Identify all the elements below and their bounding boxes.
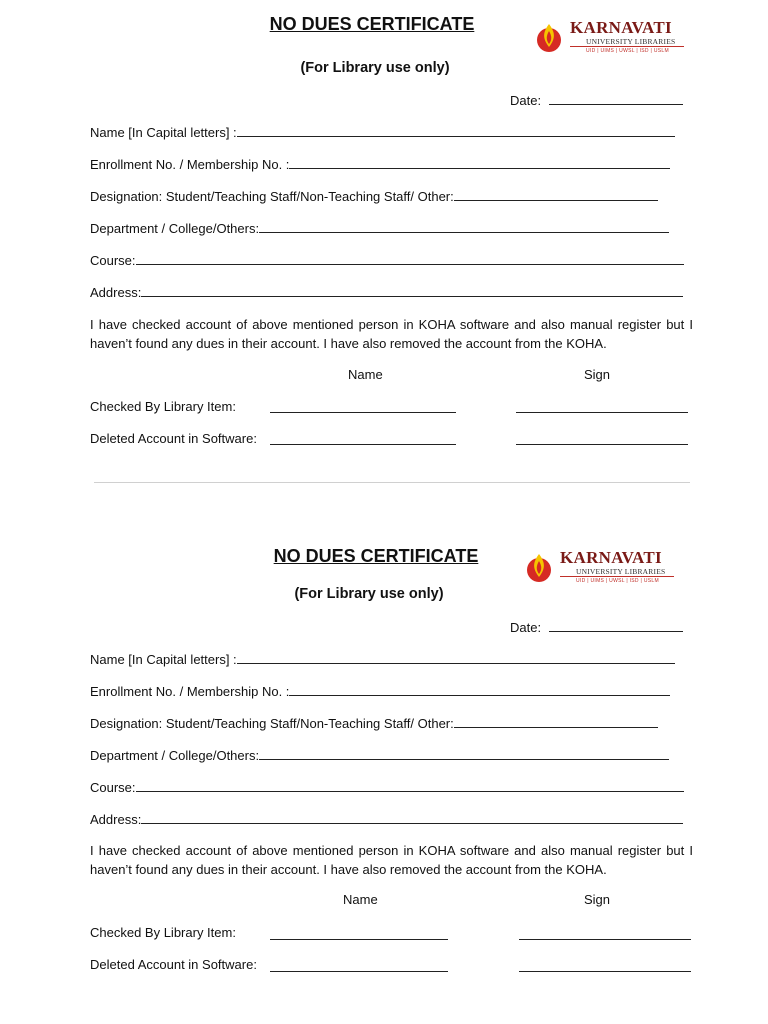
date-field[interactable]: [510, 93, 683, 108]
designation-label: Designation: Student/Teaching Staff/Non-Teaching Staff/ Other:: [90, 189, 454, 204]
address-field[interactable]: [90, 285, 683, 300]
designation-label: Designation: Student/Teaching Staff/Non-Teaching Staff/ Other:: [90, 716, 454, 731]
sign-column-header: Sign: [584, 892, 611, 907]
statement-text: I have checked account of above mentioned person in KOHA software and also manual register but I haven’t found any dues in their account. I have also removed the account from the KOHA.: [90, 843, 693, 877]
checked-by-label: Checked By Library Item:: [90, 925, 236, 940]
statement-text: I have checked account of above mentioned person in KOHA software and also manual register but I haven’t found any dues in their account. I have also removed the account from the KOHA.: [90, 317, 693, 351]
deleted-account-label: Deleted Account in Software:: [90, 431, 257, 446]
name-field[interactable]: [90, 652, 675, 667]
logo-name: KARNAVATI: [570, 18, 672, 37]
karnavati-logo: [524, 548, 684, 588]
designation-field[interactable]: [90, 716, 658, 731]
separator-line: [94, 482, 690, 483]
deleted-account-sign-line[interactable]: [516, 443, 688, 445]
enrollment-line[interactable]: [289, 157, 670, 169]
name-field[interactable]: [90, 125, 675, 140]
flame-logo-icon: [534, 20, 564, 54]
deleted-account-label: Deleted Account in Software:: [90, 957, 257, 972]
checked-by-name-line[interactable]: [270, 938, 448, 940]
date-label: Date:: [510, 620, 542, 635]
department-line[interactable]: [259, 221, 669, 233]
address-line[interactable]: [141, 812, 683, 824]
department-line[interactable]: [259, 748, 669, 760]
date-field[interactable]: [510, 620, 683, 635]
address-line[interactable]: [141, 285, 683, 297]
date-line[interactable]: [549, 93, 683, 105]
department-label: Department / College/Others:: [90, 221, 260, 236]
designation-line[interactable]: [454, 189, 658, 201]
name-line[interactable]: [237, 125, 675, 137]
address-field[interactable]: [90, 812, 683, 827]
logo-rule: [560, 576, 674, 577]
enrollment-label: Enrollment No. / Membership No. :: [90, 684, 290, 699]
name-label: Name [In Capital letters] :: [90, 125, 237, 140]
deleted-account-sign-line[interactable]: [519, 970, 691, 972]
logo-rule: [570, 46, 684, 47]
course-field[interactable]: [90, 253, 684, 268]
name-line[interactable]: [237, 652, 675, 664]
sign-column-header: Sign: [584, 367, 611, 382]
checked-by-name-line[interactable]: [270, 411, 456, 413]
logo-name: KARNAVATI: [560, 548, 662, 567]
checked-by-label: Checked By Library Item:: [90, 399, 236, 414]
address-label: Address:: [90, 285, 142, 300]
enrollment-label: Enrollment No. / Membership No. :: [90, 157, 290, 172]
certificate-subtitle: (For Library use only): [300, 60, 450, 76]
course-line[interactable]: [136, 253, 684, 265]
designation-line[interactable]: [454, 716, 658, 728]
logo-subtitle: UNIVERSITY LIBRARIES: [586, 37, 676, 46]
name-column-header: Name: [348, 367, 383, 382]
logo-tags: UID | UIMS | UWSL | ISD | USLM: [586, 48, 669, 54]
course-label: Course:: [90, 780, 136, 795]
flame-logo-icon: [524, 550, 554, 584]
checked-by-sign-line[interactable]: [519, 938, 691, 940]
name-column-header: Name: [343, 892, 378, 907]
date-line[interactable]: [549, 620, 683, 632]
course-field[interactable]: [90, 780, 684, 795]
checked-by-sign-line[interactable]: [516, 411, 688, 413]
deleted-account-name-line[interactable]: [270, 970, 448, 972]
name-label: Name [In Capital letters] :: [90, 652, 237, 667]
course-line[interactable]: [136, 780, 684, 792]
certificate-title: NO DUES CERTIFICATE: [269, 14, 475, 34]
department-field[interactable]: [90, 221, 669, 236]
logo-subtitle: UNIVERSITY LIBRARIES: [576, 567, 666, 576]
logo-tags: UID | UIMS | UWSL | ISD | USLM: [576, 578, 659, 584]
certificate-title: NO DUES CERTIFICATE: [273, 546, 479, 566]
enrollment-field[interactable]: [90, 157, 670, 172]
enrollment-line[interactable]: [289, 684, 670, 696]
certificate-subtitle: (For Library use only): [294, 586, 444, 602]
enrollment-field[interactable]: [90, 684, 670, 699]
address-label: Address:: [90, 812, 142, 827]
department-label: Department / College/Others:: [90, 748, 260, 763]
designation-field[interactable]: [90, 189, 658, 204]
department-field[interactable]: [90, 748, 669, 763]
course-label: Course:: [90, 253, 136, 268]
deleted-account-name-line[interactable]: [270, 443, 456, 445]
karnavati-logo: [534, 18, 694, 58]
date-label: Date:: [510, 93, 542, 108]
